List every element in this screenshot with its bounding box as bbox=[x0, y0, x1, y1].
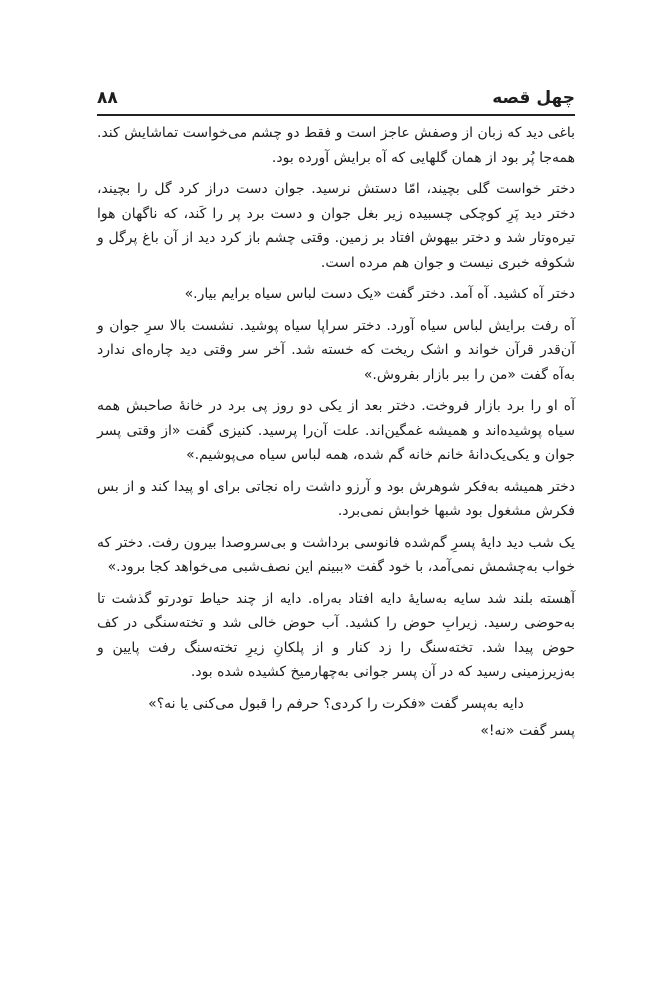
body-text bbox=[97, 121, 575, 751]
paragraph: دختر خواست گلی بچیند، امّا دستش نرسید. جوان دست دراز کرد گل را بچیند، دختر دید پَرِ کوچکی چسبیده زیر بغل جوان و دست برد پر را کَند، که ناگهان هوا تیره‌وتار شد و دختر بیهوش افتاد بر زمین. وقتی چشم باز کرد دید از آن باغ پرگل و شکوفه خبری نیست و جوان هم مرده است. bbox=[97, 181, 575, 271]
paragraph: آه رفت برایش لباس سیاه آورد. دختر سراپا سیاه پوشید. نشست بالا سرِ جوان و آن‌قدر قرآن خواند و اشک ریخت که خسته شد. آخر سر وقتی دید چاره‌ای ندارد به‌آه گفت «من را ببر بازار بفروش.» bbox=[97, 317, 575, 383]
paragraph: آهسته بلند شد سایه به‌سایهٔ دایه افتاد به‌راه. دایه از چند حیاط تودرتو گذشت تا به‌حوضی رسید. زیرابِ حوض را کشید. آب حوض خالی شد و تخته‌سنگی در کف حوض پیدا شد. تخته‌سنگ را زد کنار و از پلکانِ زیرِ تخته‌سنگ رفت پایین و به‌زیرزمینی رسید که در آن پسر جوانی به‌چهارمیخ کشیده شده بود. bbox=[97, 590, 575, 680]
running-title: چهل قصه bbox=[492, 88, 575, 108]
page-number: ۸۸ bbox=[97, 88, 118, 108]
paragraph: دختر آه کشید. آه آمد. دختر گفت «یک دست لباس سیاه برایم بیار.» bbox=[184, 286, 575, 302]
page-header bbox=[97, 84, 575, 116]
paragraph: آه او را برد بازار فروخت. دختر بعد از یکی دو روز پی برد در خانهٔ صاحبش همه سیاه پوشیده‌اند و همیشه غمگین‌اند. علت آن‌را پرسید. کنیزی گفت «از وقتی پسر جوان و یکی‌یک‌دانهٔ خانم خانه گم شده، همه لباس سیاه می‌پوشیم.» bbox=[97, 398, 575, 463]
paragraph: یک شب دید دایهٔ پسرِ گم‌شده فانوسی برداشت و بی‌سروصدا بیرون رفت. دختر که خواب به‌چشمش نمی‌آمد، با خود گفت «ببینم این نصف‌شبی می‌خواهد کجا برود.» bbox=[97, 534, 575, 575]
dialogue-line: دایه به‌پسر گفت «فکرت را کردی؟ حرفم را قبول می‌کنی یا نه؟» bbox=[148, 695, 524, 712]
paragraph: باغی دید که زبان از وصفش عاجز است و فقط دو چشم می‌خواست تماشایش کند. همه‌جا پُر بود از همان گلهایی که آه برایش آورده بود. bbox=[97, 125, 575, 166]
dialogue-line: پسر گفت «نه!» bbox=[480, 723, 575, 739]
paragraph: دختر همیشه به‌فکر شوهرش بود و آرزو داشت راه نجاتی برای او پیدا کند و از بس فکرش مشغول بود شبها خوابش نمی‌برد. bbox=[97, 478, 575, 519]
